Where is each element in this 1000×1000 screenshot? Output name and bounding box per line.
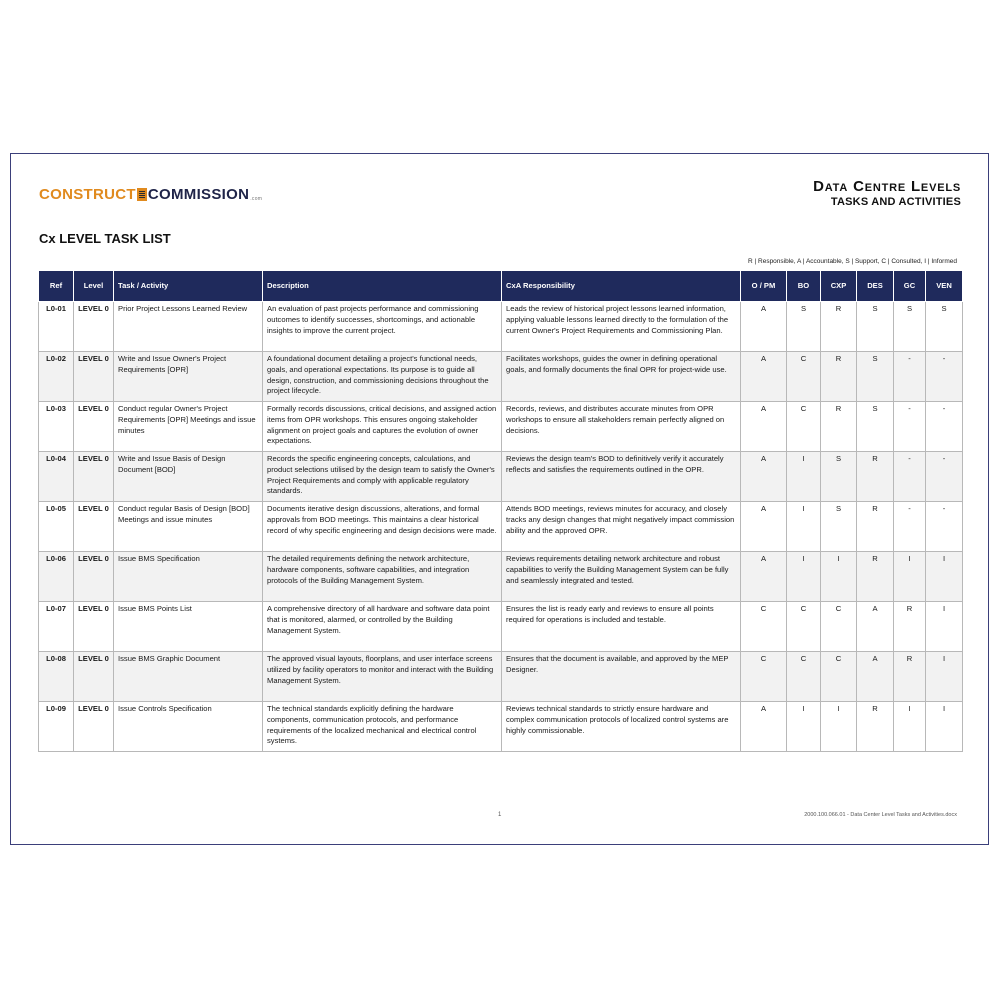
cell-level: LEVEL 0 — [74, 402, 114, 452]
cell-level: LEVEL 0 — [74, 552, 114, 602]
cell-ven: I — [926, 552, 963, 602]
cell-task: Conduct regular Owner's Project Requirements [OPR] Meetings and issue minutes — [114, 402, 263, 452]
cell-gc: R — [894, 652, 926, 702]
cell-des: A — [857, 602, 894, 652]
document-reference: 2000.100.066.01 - Data Center Level Tasks and Activities.docx — [804, 812, 957, 818]
cell-cxp: C — [821, 602, 857, 652]
cell-level: LEVEL 0 — [74, 602, 114, 652]
cell-cxp: S — [821, 502, 857, 552]
cell-ven: I — [926, 602, 963, 652]
cell-opm: A — [741, 352, 787, 402]
cell-des: R — [857, 552, 894, 602]
cell-opm: A — [741, 452, 787, 502]
cell-description: Records the specific engineering concepts, calculations, and product selections utilised by the design team to satisfy the Owner's Project Requirements and comply with applicable regulatory standards. — [263, 452, 502, 502]
cell-opm: A — [741, 502, 787, 552]
cell-bo: I — [787, 452, 821, 502]
table-row — [39, 552, 963, 602]
cell-bo: C — [787, 602, 821, 652]
cell-ref: L0-09 — [39, 702, 74, 752]
cell-description: The detailed requirements defining the network architecture, hardware components, software capabilities, and integration protocols of the Building Management System. — [263, 552, 502, 602]
cell-task: Write and Issue Owner's Project Requirements [OPR] — [114, 352, 263, 402]
cell-bo: I — [787, 702, 821, 752]
column-header-des: DES — [857, 271, 894, 302]
cell-cxa: Reviews technical standards to strictly ensure hardware and complex communication protocols of localized control systems are highly commissionable. — [502, 702, 741, 752]
cell-description: The approved visual layouts, floorplans, and user interface screens utilized by facility operators to monitor and interact with the Building Management System. — [263, 652, 502, 702]
cell-cxa: Facilitates workshops, guides the owner in defining operational goals, and formally documents the final OPR for project-wide use. — [502, 352, 741, 402]
cell-cxa: Ensures the list is ready early and reviews to ensure all points required for operations is included and testable. — [502, 602, 741, 652]
raci-legend: R | Responsible, A | Accountable, S | Support, C | Consulted, I | Informed — [748, 258, 957, 265]
cell-cxa: Records, reviews, and distributes accurate minutes from OPR workshops to ensure all stakeholders remain perfectly aligned on decisions. — [502, 402, 741, 452]
cell-gc: S — [894, 302, 926, 352]
cell-task: Prior Project Lessons Learned Review — [114, 302, 263, 352]
cell-opm: A — [741, 302, 787, 352]
cell-des: S — [857, 302, 894, 352]
cell-des: S — [857, 402, 894, 452]
cell-cxa: Leads the review of historical project lessons learned information, applying valuable lessons learned directly to the formulation of the current Owner's Project Requirements and Commissioning Plan. — [502, 302, 741, 352]
cell-cxa: Ensures that the document is available, and approved by the MEP Designer. — [502, 652, 741, 702]
document-page — [10, 153, 989, 845]
table-header-row — [39, 271, 963, 302]
table-row — [39, 702, 963, 752]
column-header-task: Task / Activity — [114, 271, 263, 302]
page-number: 1 — [498, 812, 502, 818]
cell-cxp: S — [821, 452, 857, 502]
table-row — [39, 452, 963, 502]
document-title: Data Centre Levels — [813, 178, 961, 195]
logo-mark-icon — [137, 188, 147, 201]
cell-bo: C — [787, 352, 821, 402]
cell-ref: L0-02 — [39, 352, 74, 402]
logo-commission-text: COMMISSION — [147, 186, 250, 203]
cell-ven: - — [926, 452, 963, 502]
cell-ref: L0-01 — [39, 302, 74, 352]
cell-gc: R — [894, 602, 926, 652]
table-row — [39, 352, 963, 402]
document-subtitle: TASKS AND ACTIVITIES — [830, 196, 961, 208]
cell-task: Issue BMS Points List — [114, 602, 263, 652]
column-header-cxp: CXP — [821, 271, 857, 302]
cell-bo: C — [787, 652, 821, 702]
cell-cxp: R — [821, 352, 857, 402]
column-header-ven: VEN — [926, 271, 963, 302]
cell-cxa: Attends BOD meetings, reviews minutes for accuracy, and closely tracks any design changes that might negatively impact commission ability and the approved OPR. — [502, 502, 741, 552]
cell-des: R — [857, 702, 894, 752]
cell-description: The technical standards explicitly defining the hardware components, communication protocols, and performance requirements of the localized mechanical and electrical control systems. — [263, 702, 502, 752]
logo-construct-text: CONSTRUCT — [39, 186, 136, 203]
section-heading: Cx LEVEL TASK LIST — [39, 231, 171, 246]
cell-ref: L0-04 — [39, 452, 74, 502]
cell-des: R — [857, 452, 894, 502]
task-table — [38, 270, 963, 752]
cell-level: LEVEL 0 — [74, 302, 114, 352]
cell-task: Conduct regular Basis of Design [BOD] Meetings and issue minutes — [114, 502, 263, 552]
table-row — [39, 302, 963, 352]
cell-bo: S — [787, 302, 821, 352]
cell-gc: - — [894, 452, 926, 502]
logo-suffix-text: .com — [250, 196, 263, 202]
cell-des: S — [857, 352, 894, 402]
cell-description: An evaluation of past projects performance and commissioning outcomes to identify successes, shortcomings, and actionable insights to improve the current project. — [263, 302, 502, 352]
cell-level: LEVEL 0 — [74, 352, 114, 402]
table-row — [39, 502, 963, 552]
column-header-gc: GC — [894, 271, 926, 302]
cell-opm: C — [741, 652, 787, 702]
cell-level: LEVEL 0 — [74, 452, 114, 502]
cell-description: A foundational document detailing a project's functional needs, goals, and operational expectations. Its purpose is to guide all design, construction, and commissioning decisions throughout the project lifecycle. — [263, 352, 502, 402]
cell-cxp: R — [821, 302, 857, 352]
column-header-cxa: CxA Responsibility — [502, 271, 741, 302]
cell-task: Issue Controls Specification — [114, 702, 263, 752]
cell-gc: I — [894, 702, 926, 752]
column-header-opm: O / PM — [741, 271, 787, 302]
cell-des: A — [857, 652, 894, 702]
cell-ven: - — [926, 502, 963, 552]
cell-bo: C — [787, 402, 821, 452]
company-logo — [39, 187, 262, 202]
cell-ven: I — [926, 702, 963, 752]
cell-task: Issue BMS Specification — [114, 552, 263, 602]
cell-ven: - — [926, 402, 963, 452]
column-header-ref: Ref — [39, 271, 74, 302]
document-title-block — [813, 178, 961, 208]
cell-ref: L0-05 — [39, 502, 74, 552]
cell-opm: A — [741, 402, 787, 452]
cell-cxa: Reviews the design team's BOD to definitively verify it accurately reflects and satisfies the requirements outlined in the OPR. — [502, 452, 741, 502]
cell-bo: I — [787, 502, 821, 552]
cell-ven: - — [926, 352, 963, 402]
cell-ven: I — [926, 652, 963, 702]
cell-des: R — [857, 502, 894, 552]
cell-ref: L0-08 — [39, 652, 74, 702]
cell-level: LEVEL 0 — [74, 502, 114, 552]
cell-description: Formally records discussions, critical decisions, and assigned action items from OPR workshops. This ensures ongoing stakeholder alignment on project goals and captures the evolution of owner expectations. — [263, 402, 502, 452]
cell-cxa: Reviews requirements detailing network architecture and robust capabilities to verify the Building Management System can be fully and seamlessly integrated and tested. — [502, 552, 741, 602]
cell-opm: A — [741, 702, 787, 752]
cell-gc: - — [894, 352, 926, 402]
table-row — [39, 652, 963, 702]
cell-level: LEVEL 0 — [74, 652, 114, 702]
cell-cxp: R — [821, 402, 857, 452]
cell-cxp: I — [821, 702, 857, 752]
cell-gc: - — [894, 402, 926, 452]
cell-opm: C — [741, 602, 787, 652]
cell-bo: I — [787, 552, 821, 602]
table-row — [39, 402, 963, 452]
cell-cxp: C — [821, 652, 857, 702]
cell-opm: A — [741, 552, 787, 602]
cell-ven: S — [926, 302, 963, 352]
table-row — [39, 602, 963, 652]
cell-cxp: I — [821, 552, 857, 602]
cell-gc: - — [894, 502, 926, 552]
cell-task: Issue BMS Graphic Document — [114, 652, 263, 702]
cell-gc: I — [894, 552, 926, 602]
column-header-description: Description — [263, 271, 502, 302]
cell-ref: L0-03 — [39, 402, 74, 452]
column-header-level: Level — [74, 271, 114, 302]
cell-task: Write and Issue Basis of Design Document [BOD] — [114, 452, 263, 502]
column-header-bo: BO — [787, 271, 821, 302]
cell-ref: L0-07 — [39, 602, 74, 652]
cell-level: LEVEL 0 — [74, 702, 114, 752]
cell-description: A comprehensive directory of all hardware and software data point that is monitored, alarmed, or controlled by the Building Management System. — [263, 602, 502, 652]
cell-description: Documents iterative design discussions, alterations, and formal approvals from BOD meetings. This maintains a clear historical record of why specific engineering and design decisions were made. — [263, 502, 502, 552]
cell-ref: L0-06 — [39, 552, 74, 602]
